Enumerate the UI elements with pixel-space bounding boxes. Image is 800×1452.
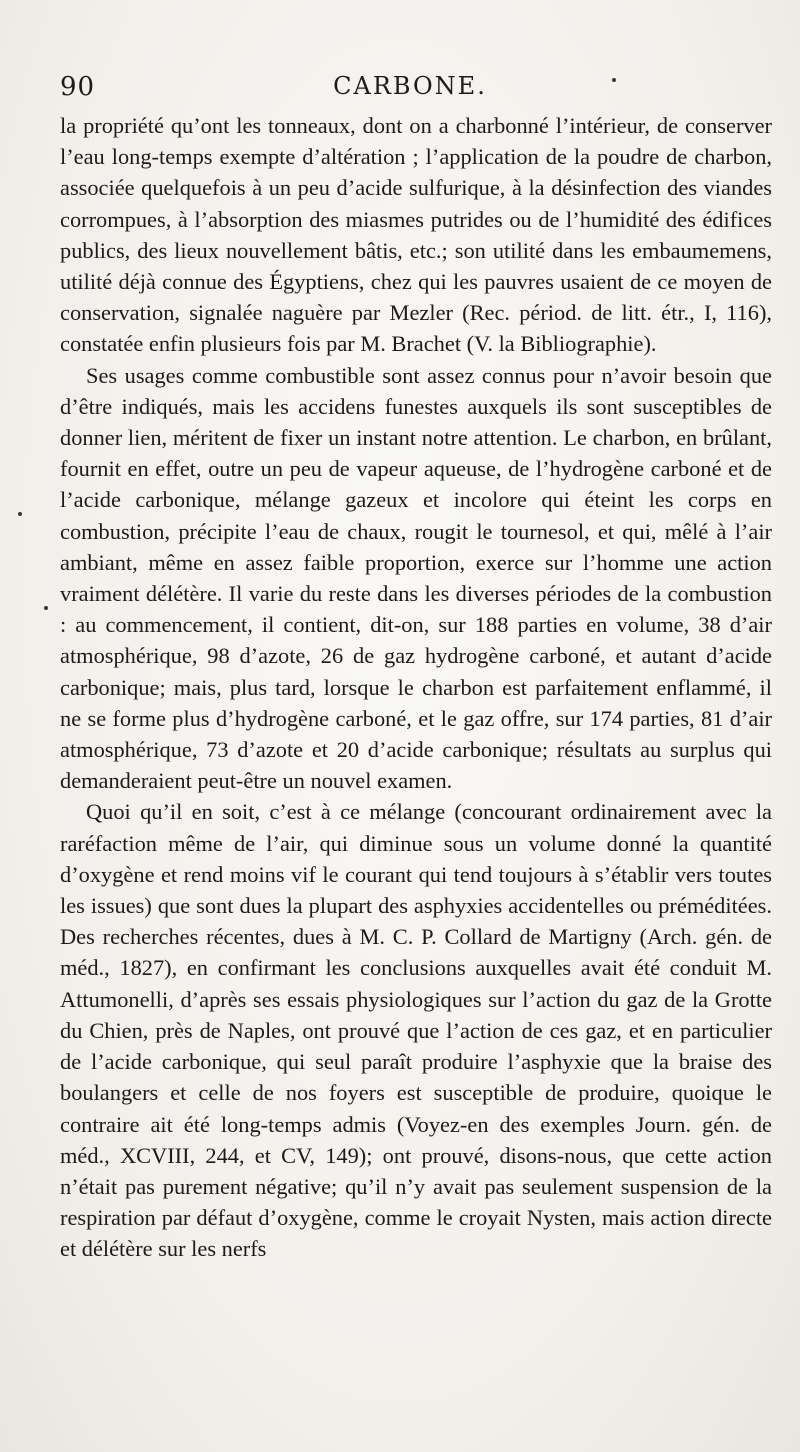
print-speck	[612, 78, 616, 82]
paragraph-continuation: la propriété qu’ont les tonneaux, dont on a charbonné l’intérieur, de conserver l’eau long-temps exempte d’altération ; l’application de la poudre de charbon, associée quelquefois à un peu d’acide sulfurique, à la désinfection des viandes corrompues, à l’absorption des miasmes putrides ou de l’humidité des édifices publics, des lieux nouvellement bâtis, etc.; son utilité dans les embaumemens, utilité déjà connue des Égyptiens, chez qui les pauvres usaient de ce moyen de conservation, signalée naguère par Mezler (Rec. périod. de litt. étr., I, 116), constatée enfin plusieurs fois par M. Brachet (V. la Bibliographie).	[60, 113, 772, 357]
print-speck	[18, 512, 22, 516]
page-header	[60, 72, 760, 108]
paragraph-combustible-usage: Ses usages comme combustible sont assez connus pour n’avoir besoin que d’être indiqués, mais les accidens funestes auxquels ils sont susceptibles de donner lien, méritent de fixer un instant notre attention. Le charbon, en brûlant, fournit en effet, outre un peu de vapeur aqueuse, de l’hydrogène carboné et de l’acide carbonique, mélange gazeux et incolore qui éteint les corps en combustion, précipite l’eau de chaux, rougit le tournesol, et qui, mêlé à l’air ambiant, même en assez faible proportion, exerce sur l’homme une action vraiment délétère. Il varie du reste dans les diverses périodes de la combustion : au commencement, il contient, dit-on, sur 188 parties en volume, 38 d’air atmosphérique, 98 d’azote, 26 de gaz hydrogène carboné, et autant d’acide carbonique; mais, plus tard, lorsque le charbon est parfaitement enflammé, il ne se forme plus d’hydrogène carboné, et le gaz offre, sur 174 parties, 81 d’air atmosphérique, 73 d’azote et 20 d’acide carbonique; résultats au surplus qui demanderaient peut-être un nouvel examen.	[60, 362, 772, 794]
print-speck	[44, 606, 48, 610]
paragraph-asphyxia: Quoi qu’il en soit, c’est à ce mélange (concourant ordinairement avec la raréfaction même de l’air, qui diminue sous un volume donné la quantité d’oxygène et rend moins vif le courant qui tend toujours à s’établir vers toutes les issues) que sont dues la plupart des asphyxies accidentelles ou préméditées. Des recherches récentes, dues à M. C. P. Collard de Martigny (Arch. gén. de méd., 1827), en confirmant les conclusions auxquelles avait été conduit M. Attumonelli, d’après ses essais physiologiques sur l’action du gaz de la Grotte du Chien, près de Naples, ont prouvé que l’action de ces gaz, et en particulier de l’acide carbonique, qui seul paraît produire l’asphyxie que la braise des boulangers et celle de nos foyers est susceptible de produire, quoique le contraire ait été long-temps admis (Voyez-en des exemples Journ. gén. de méd., XCVIII, 244, et CV, 149); ont prouvé, disons-nous, que cette action n’était pas purement négative; qu’il n’y avait pas seulement suspension de la respiration par défaut d’oxygène, comme le croyait Nysten, mais action directe et délétère sur les nerfs	[60, 799, 772, 1262]
page-number: 90	[60, 72, 96, 102]
running-head: CARBONE.	[333, 72, 487, 100]
body-text	[60, 110, 772, 1265]
